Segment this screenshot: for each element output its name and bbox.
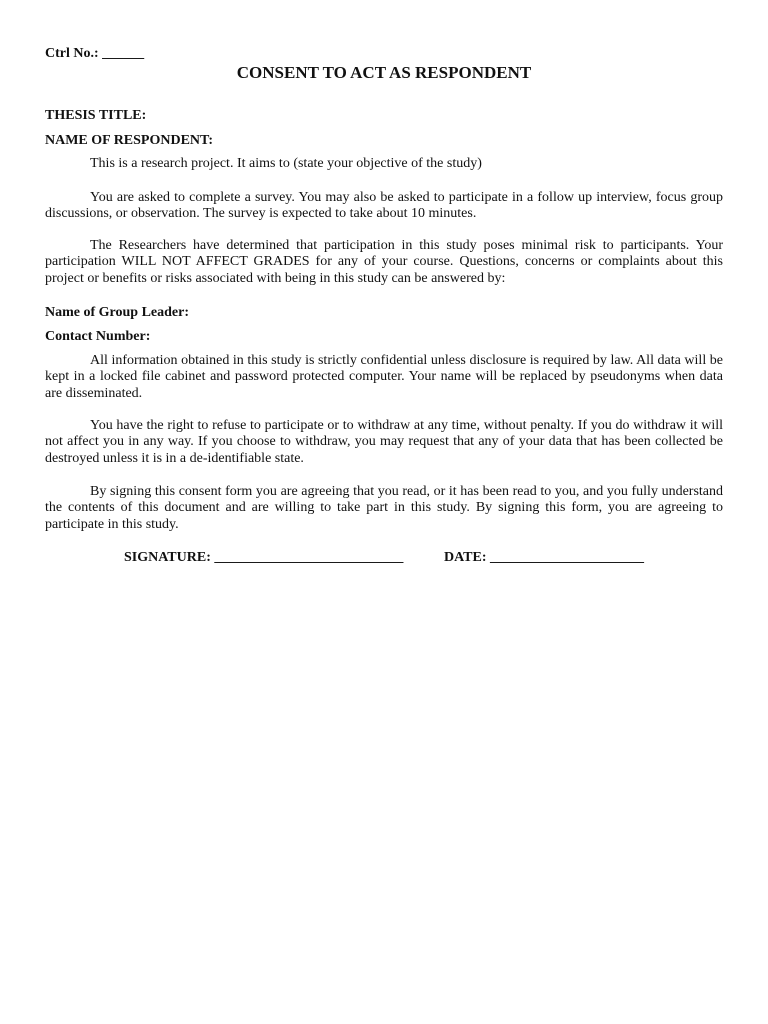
document-title: CONSENT TO ACT AS RESPONDENT [236, 63, 532, 82]
paragraph-agreement-text: By signing this consent form you are agreeing that you read, or it has been read to you, and you fully understand the contents of this document and are willing to take part in this study. By signing this form, you are agreeing to participate in this study. [45, 484, 723, 532]
thesis-title-label: THESIS TITLE: [45, 108, 147, 123]
paragraph-survey [45, 190, 723, 223]
paragraph-objective-text: This is a research project. It aims to (state your objective of the study) [90, 156, 482, 171]
paragraph-objective [45, 156, 723, 172]
paragraph-withdraw-text: You have the right to refuse to participate or to withdraw at any time, without penalty. If you do withdraw it will not affect you in any way. If you choose to withdraw, you may request that any of your data that has been collected be destroyed unless it is in a de-identifiable state. [45, 418, 723, 466]
paragraph-risk [45, 238, 723, 287]
signature-field[interactable]: SIGNATURE: ___________________________ [124, 550, 404, 565]
paragraph-agreement [45, 484, 723, 533]
paragraph-confidentiality-text: All information obtained in this study is strictly confidential unless disclosure is required by law. All data will be kept in a locked file cabinet and password protected computer. Your name will be replaced by pseudonyms when data are disseminated. [45, 353, 723, 401]
control-number: Ctrl No.: ______ [45, 46, 145, 61]
paragraph-survey-text: You are asked to complete a survey. You may also be asked to participate in a follow up interview, focus group discussions, or observation. The survey is expected to take about 10 minutes. [45, 190, 723, 222]
respondent-name-label: NAME OF RESPONDENT: [45, 133, 213, 148]
date-field[interactable]: DATE: ______________________ [444, 550, 645, 565]
contact-number-label: Contact Number: [45, 329, 151, 344]
paragraph-withdraw [45, 418, 723, 467]
paragraph-risk-text: The Researchers have determined that participation in this study poses minimal risk to participants. Your participation WILL NOT AFFECT GRADES for any of your course. Questions, concerns or complaints about this project or benefits or risks associated with being in this study can be answered by: [45, 238, 723, 286]
group-leader-label: Name of Group Leader: [45, 305, 189, 320]
paragraph-confidentiality [45, 353, 723, 402]
